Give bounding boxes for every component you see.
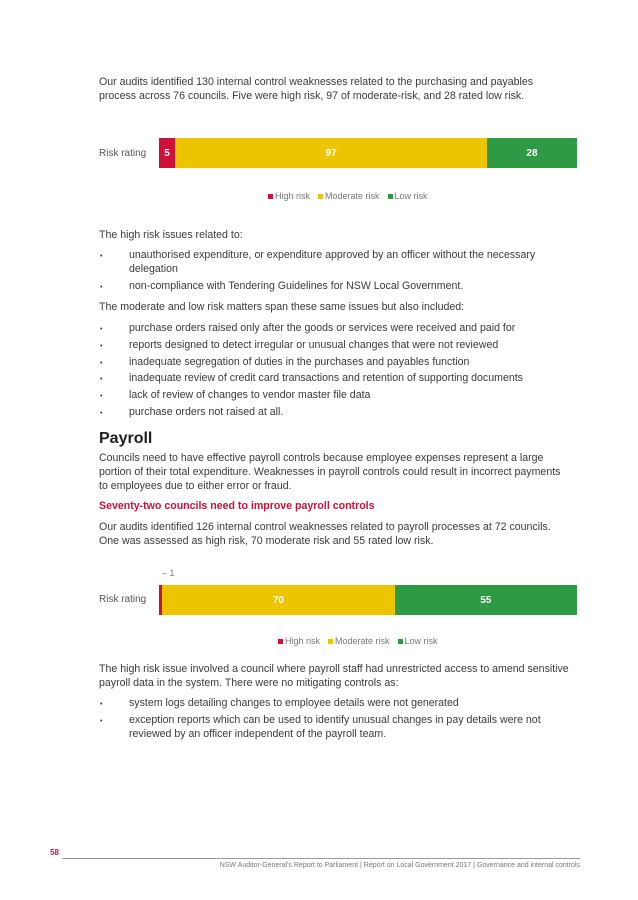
swatch-moderate xyxy=(318,194,323,199)
list-item: • inadequate segregation of duties in the purchases and payables function xyxy=(99,356,569,370)
footer-text: NSW Auditor-General's Report to Parliament | Report on Local Government 2017 | Governance and internal controls xyxy=(219,862,580,869)
legend-item-low xyxy=(398,636,438,646)
legend-label-moderate: Moderate risk xyxy=(335,636,390,646)
legend-label-low: Low risk xyxy=(404,636,438,646)
chart1-bar xyxy=(159,138,577,168)
list-item: • purchase orders not raised at all. xyxy=(99,406,569,420)
chart1-seg-low: 28 xyxy=(487,138,577,168)
list-item: • reports designed to detect irregular or unusual changes that were not reviewed xyxy=(99,339,569,353)
list-item: • lack of review of changes to vendor master file data xyxy=(99,389,569,403)
legend-item-high xyxy=(278,636,320,646)
chart1-seg-moderate: 97 xyxy=(175,138,487,168)
chart2-bar xyxy=(159,585,577,615)
legend-label-moderate: Moderate risk xyxy=(325,191,380,201)
high-risk-intro: The high risk issues related to: xyxy=(99,229,243,241)
list-item: • exception reports which can be used to identify unusual changes in pay details were not reviewed by an officer independent of the payroll team. xyxy=(99,714,569,742)
legend-item-moderate xyxy=(328,636,390,646)
high-risk-list xyxy=(99,249,569,296)
list-item: • inadequate review of credit card transactions and retention of supporting documents xyxy=(99,372,569,386)
intro-purchasing: Our audits identified 130 internal control weaknesses related to the purchasing and payables process across 76 councils. Five were high risk, 97 of moderate-risk, and 28 rated low risk. xyxy=(99,76,534,102)
swatch-low xyxy=(398,639,403,644)
chart2-callout: – 1 xyxy=(162,568,175,578)
moderate-list xyxy=(99,322,569,423)
chart1-seg-high: 5 xyxy=(159,138,175,168)
list-item: • purchase orders raised only after the goods or services were received and paid for xyxy=(99,322,569,336)
intro-payroll: Our audits identified 126 internal control weaknesses related to payroll processes at 72 councils. One was assessed as high risk, 70 moderate risk and 55 rated low risk. xyxy=(99,521,551,547)
moderate-intro: The moderate and low risk matters span these same issues but also included: xyxy=(99,301,465,313)
swatch-moderate xyxy=(328,639,333,644)
payroll-subheading: Seventy-two councils need to improve payroll controls xyxy=(99,500,375,512)
payroll-paragraph: Councils need to have effective payroll controls because employee expenses represent a large portion of their total expenditure. Weaknesses in payroll controls could result in incorrect payments to employees due to either error or fraud. xyxy=(99,452,561,492)
chart1-legend xyxy=(268,191,428,201)
payroll-heading: Payroll xyxy=(99,430,153,447)
page-number: 58 xyxy=(50,848,59,857)
legend-item-moderate xyxy=(318,191,380,201)
swatch-low xyxy=(388,194,393,199)
swatch-high xyxy=(268,194,273,199)
payroll-high-paragraph: The high risk issue involved a council where payroll staff had unrestricted access to amend sensitive payroll data in the system. There were no mitigating controls as: xyxy=(99,663,569,689)
list-item: • unauthorised expenditure, or expenditure approved by an officer without the necessary delegation xyxy=(99,249,569,277)
list-item: • non-compliance with Tendering Guidelines for NSW Local Government. xyxy=(99,280,569,294)
chart1-axis-label: Risk rating xyxy=(99,148,147,159)
legend-item-high xyxy=(268,191,310,201)
footer-divider xyxy=(62,858,580,859)
payroll-list xyxy=(99,697,569,744)
legend-label-low: Low risk xyxy=(394,191,428,201)
list-item: • system logs detailing changes to employee details were not generated xyxy=(99,697,569,711)
chart2-seg-low: 55 xyxy=(395,585,577,615)
legend-item-low xyxy=(388,191,428,201)
chart2-legend xyxy=(278,636,438,646)
legend-label-high: High risk xyxy=(275,191,311,201)
swatch-high xyxy=(278,639,283,644)
chart2-axis-label: Risk rating xyxy=(99,594,147,605)
legend-label-high: High risk xyxy=(285,636,321,646)
chart2-seg-moderate: 70 xyxy=(162,585,394,615)
